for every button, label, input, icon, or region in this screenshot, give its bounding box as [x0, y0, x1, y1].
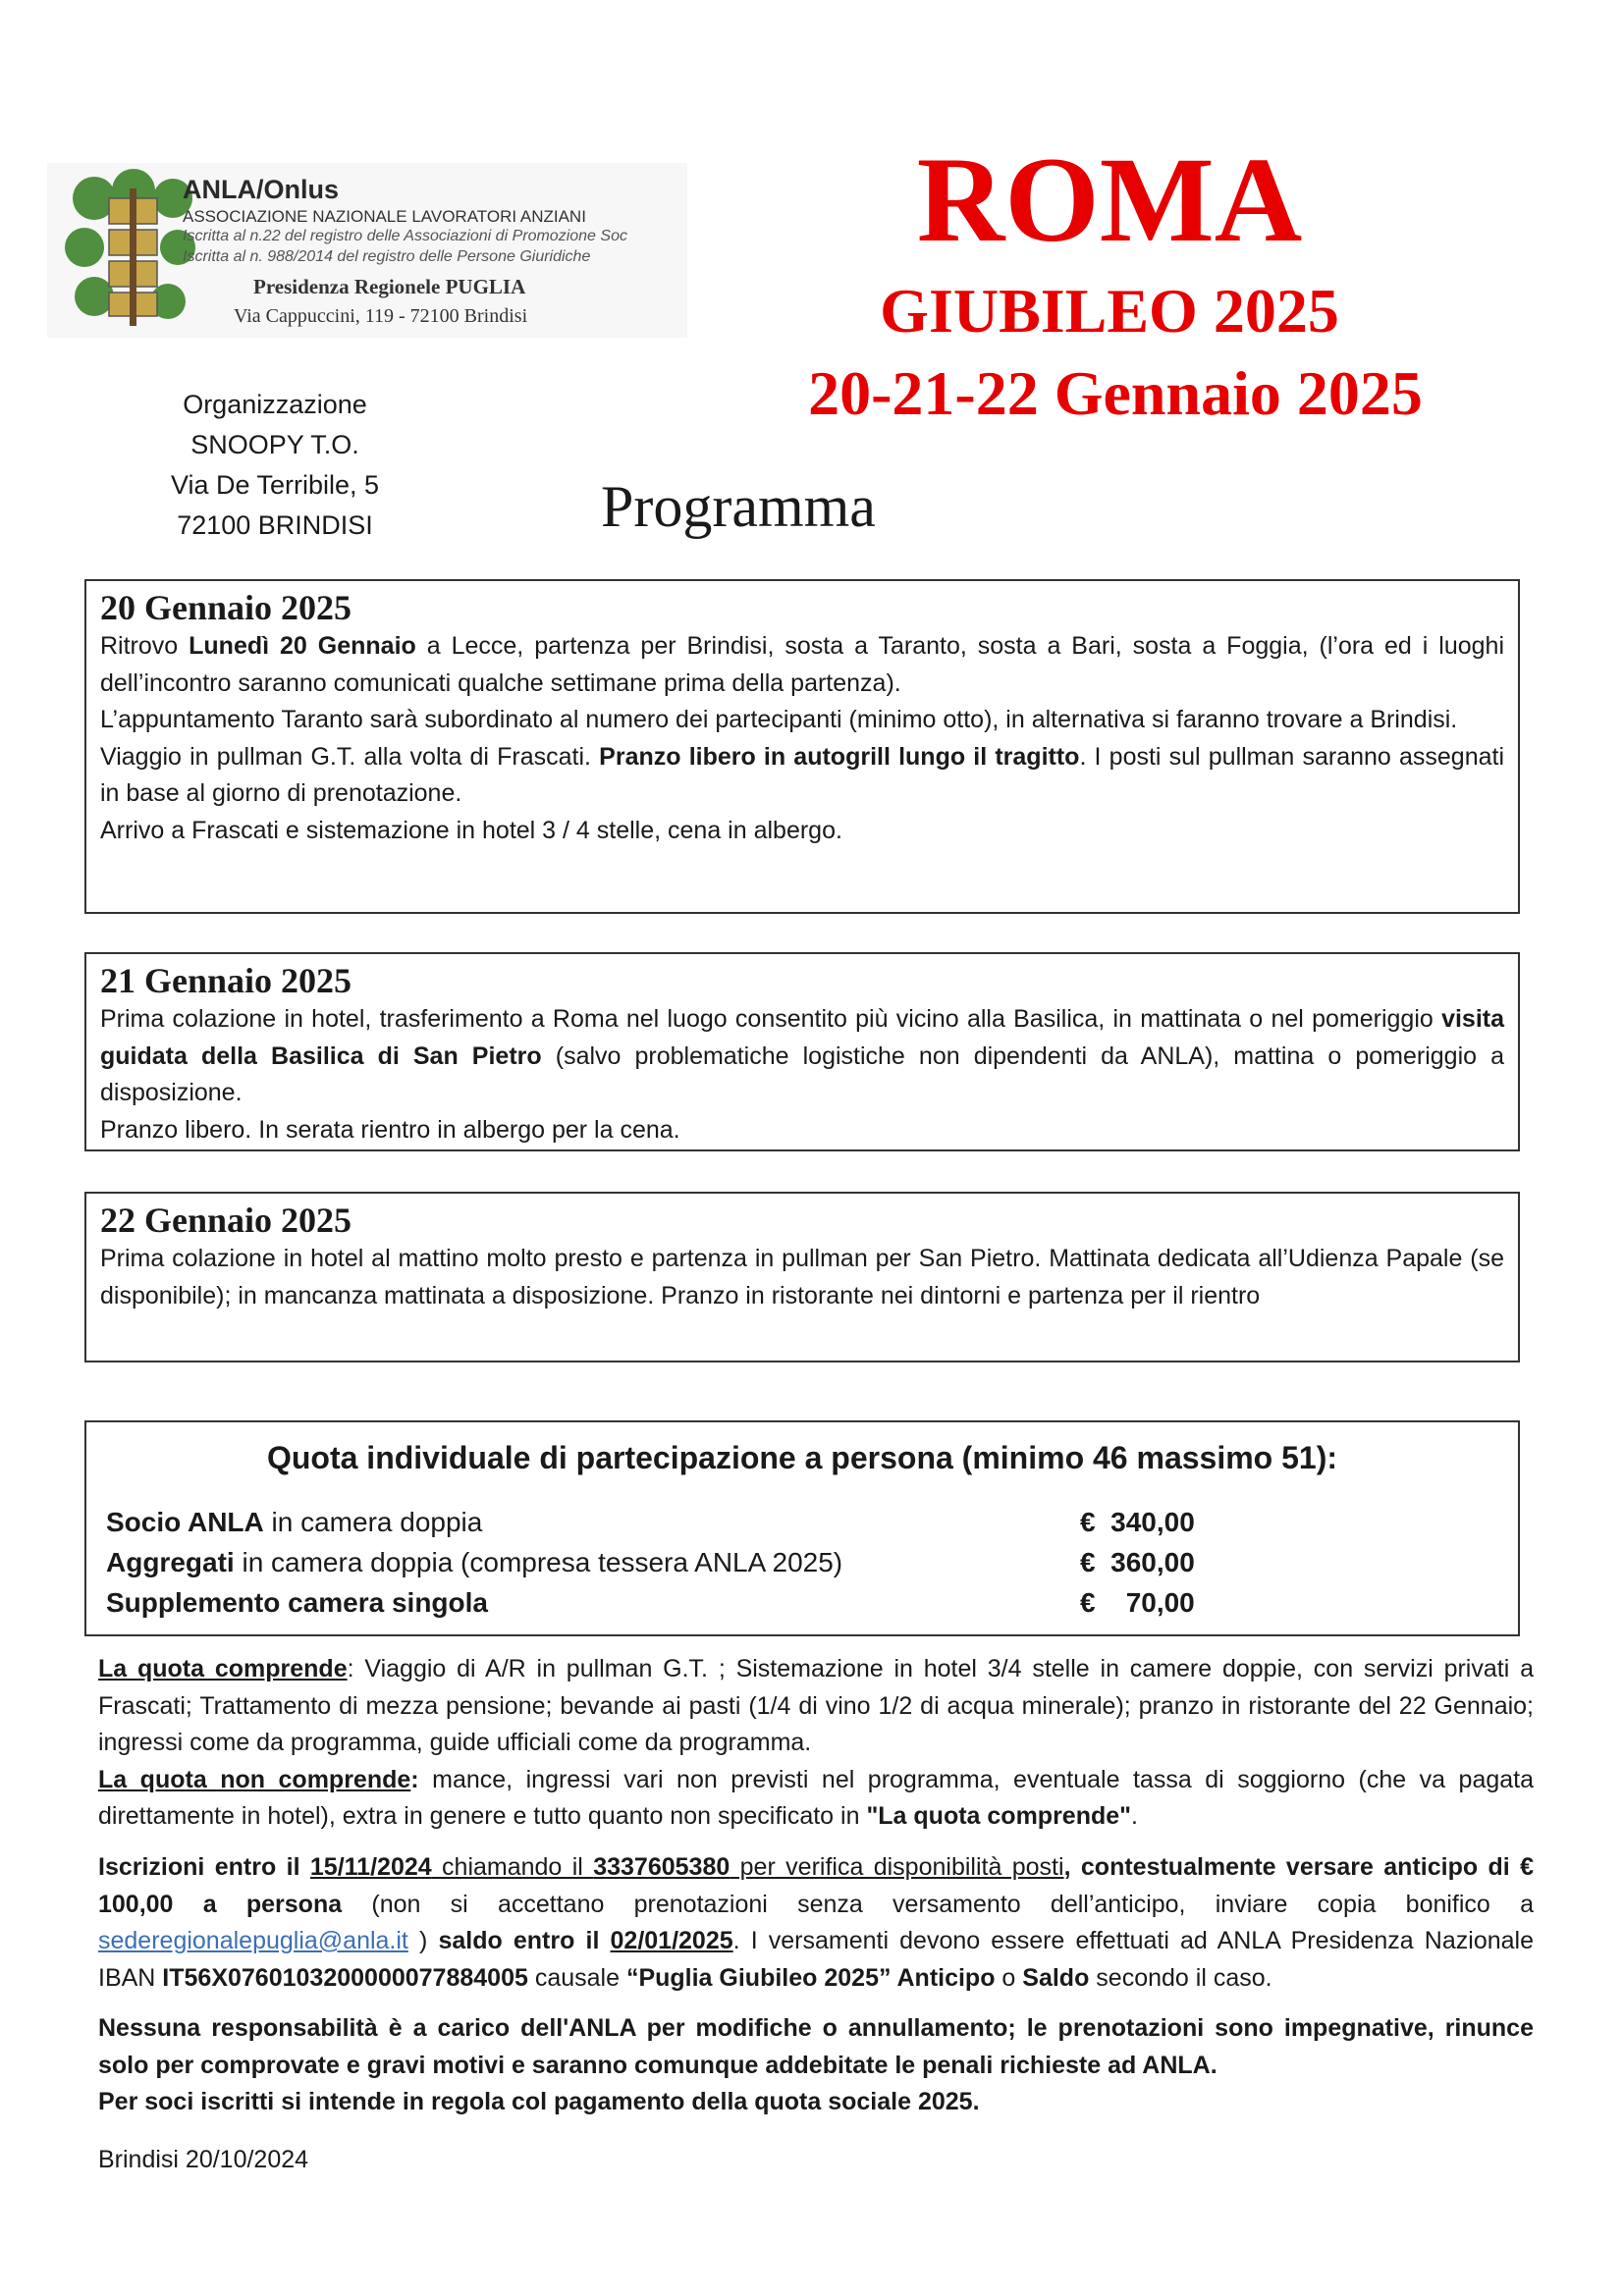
includes-section [98, 1651, 1534, 1836]
day-paragraph: Arrivo a Frascati e sistemazione in hotel 3 / 4 stelle, cena in albergo. [100, 816, 842, 844]
day-date: 21 Gennaio 2025 [100, 961, 352, 1000]
day-paragraph: L’appuntamento Taranto sarà subordinato al numero dei partecipanti (minimo otto), in alternativa si faranno trovare a Brindisi. [100, 706, 1458, 733]
day-paragraph: Ritrovo Lunedì 20 Gennaio a Lecce, partenza per Brindisi, sosta a Taranto, sosta a Bari, sosta a Foggia, (l’ora ed i luoghi dell’incontro saranno comunicati qualche settimane prima della partenza). [100, 632, 1505, 697]
email-link[interactable]: sederegionalepuglia@anla.it [98, 1927, 408, 1954]
disclaimer-line: Per soci iscritti si intende in regola col pagamento della quota sociale 2025. [98, 2088, 980, 2115]
price-row-label: Supplemento camera singola [106, 1587, 488, 1618]
organizer-line-4: 72100 BRINDISI [177, 510, 373, 540]
day-paragraph: Prima colazione in hotel, trasferimento a Roma nel luogo consentito più vicino alla Basilica, in mattinata o nel pomeriggio visita guidata della Basilica di San Pietro (salvo problematiche logistiche non dipendenti da ANLA), mattina o pomeriggio a disposizione. [100, 1005, 1505, 1106]
anla-logo [47, 163, 687, 338]
programma-heading: Programma [601, 474, 876, 539]
price-amount: € 340,00 [1080, 1507, 1195, 1537]
registration-paragraph: Iscrizioni entro il 15/11/2024 chiamando il 3337605380 per verifica disponibilità posti, contestualmente versare anticipo di € 100,00 a persona (non si accettano prenotazioni senza versamento dell’anticipo, inviare copia bonifico a sederegionalepuglia@anla.it ) saldo entro il 02/01/2025. I versamenti devono essere effettuati ad ANLA Presidenza Nazionale IBAN IT56X0760103200000077884005 causale “Puglia Giubileo 2025” Anticipo o Saldo secondo il caso. [98, 1853, 1535, 1992]
organizer-line-2: SNOOPY T.O. [190, 430, 359, 459]
disclaimer [98, 2010, 1534, 2121]
disclaimer-line: Nessuna responsabilità è a carico dell'ANLA per modifiche o annullamento; le prenotazioni sono impegnative, rinunce solo per comprovate e gravi motivi e saranno comunque addebitate le penali richieste ad ANLA. [98, 2014, 1534, 2079]
dateline: Brindisi 20/10/2024 [98, 2146, 309, 2173]
includes-paragraph: La quota comprende: Viaggio di A/R in pullman G.T. ; Sistemazione in hotel 3/4 stelle in camere doppie, con servizi privati a Frascati; Trattamento di mezza pensione; bevande ai pasti (1/4 di vino 1/2 di acqua minerale); pranzo in ristorante del 22 Gennaio; ingressi come da programma, guide ufficiali come da programma. [98, 1655, 1534, 1756]
logo-line-1: ASSOCIAZIONE NAZIONALE LAVORATORI ANZIANI [183, 207, 586, 226]
logo-line-4: Presidenza Regionele PUGLIA [253, 275, 526, 298]
organizer-line-1: Organizzazione [183, 390, 367, 419]
day-box-1 [84, 579, 1520, 914]
price-box [84, 1420, 1520, 1636]
price-row-label: Socio ANLA in camera doppia [106, 1507, 483, 1537]
logo-line-2: Iscritta al n.22 del registro delle Associazioni di Promozione Soc [183, 228, 627, 244]
page-subtitle: GIUBILEO 2025 [880, 276, 1339, 346]
day-date: 22 Gennaio 2025 [100, 1201, 352, 1240]
logo-line-3: Iscritta al n. 988/2014 del registro delle Persone Giuridiche [183, 248, 591, 265]
price-amount: € 360,00 [1080, 1547, 1195, 1577]
day-paragraph: Pranzo libero. In serata rientro in albergo per la cena. [100, 1115, 680, 1144]
logo-title: ANLA/Onlus [183, 175, 339, 204]
logo-line-5: Via Cappuccini, 119 - 72100 Brindisi [234, 305, 528, 327]
page-title: ROMA [916, 133, 1303, 267]
day-box-3 [84, 1192, 1520, 1362]
price-row-label: Aggregati in camera doppia (compresa tessera ANLA 2025) [106, 1547, 843, 1577]
price-heading: Quota individuale di partecipazione a persona (minimo 46 massimo 51): [266, 1440, 1338, 1475]
organizer-block [118, 385, 432, 546]
event-dates: 20-21-22 Gennaio 2025 [808, 358, 1423, 428]
day-paragraph: Viaggio in pullman G.T. alla volta di Frascati. Pranzo libero in autogrill lungo il tragitto. I posti sul pullman saranno assegnati in base al giorno di prenotazione. [100, 742, 1505, 807]
day-paragraph: Prima colazione in hotel al mattino molto presto e partenza in pullman per San Pietro. Mattinata dedicata all’Udienza Papale (se disponibile); in mancanza mattinata a disposizione. Pranzo in ristorante nei dintorni e partenza per il rientro [100, 1245, 1504, 1309]
day-date: 20 Gennaio 2025 [100, 588, 352, 627]
day-box-2 [84, 952, 1520, 1151]
excludes-paragraph: La quota non comprende: mance, ingressi vari non previsti nel programma, eventuale tassa di soggiorno (che va pagata direttamente in hotel), extra in genere e tutto quanto non specificato in "La quota comprende". [98, 1765, 1534, 1830]
price-amount: € 70,00 [1080, 1587, 1195, 1618]
organizer-line-3: Via De Terribile, 5 [170, 470, 380, 500]
